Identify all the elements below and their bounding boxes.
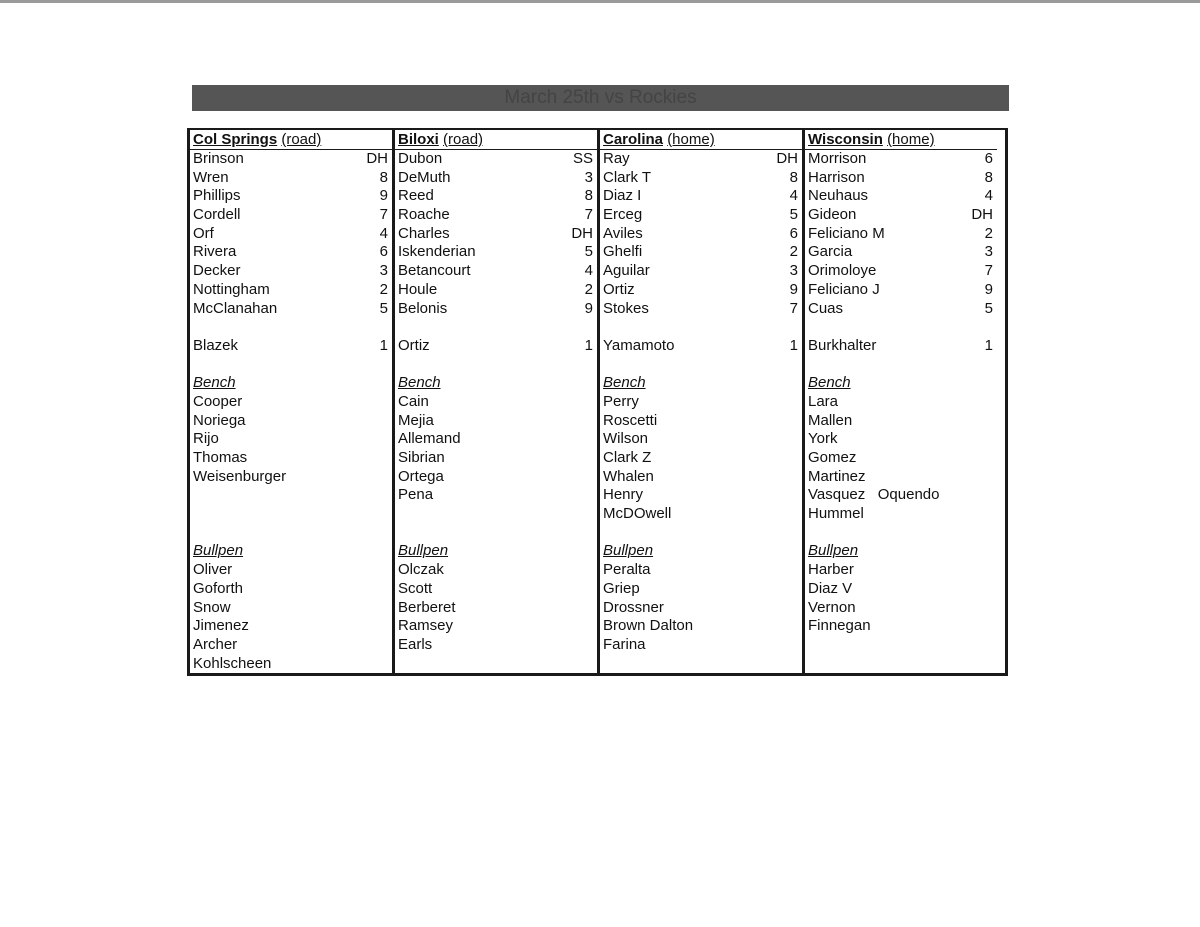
bullpen-pitcher: Ramsey xyxy=(398,617,454,635)
bullpen-label: Bullpen xyxy=(398,542,449,560)
player-name: Belonis xyxy=(398,299,448,317)
lineup-row xyxy=(193,187,388,206)
team-column xyxy=(190,130,395,673)
player-name: Gideon xyxy=(808,206,857,224)
spacer xyxy=(398,356,593,375)
bench-label: Bench xyxy=(398,374,441,392)
player-position: 6 xyxy=(379,243,388,261)
title-bar xyxy=(192,85,1009,111)
lineup-row xyxy=(193,262,388,281)
team-header xyxy=(395,130,597,150)
starting-pitcher-row xyxy=(603,337,798,356)
lineup-row xyxy=(603,262,798,281)
player-position: 5 xyxy=(584,243,593,261)
team-column xyxy=(395,130,600,673)
team-header xyxy=(805,130,997,150)
lineup-row xyxy=(808,169,993,188)
bullpen-label: Bullpen xyxy=(603,542,654,560)
player-position: 4 xyxy=(379,224,388,242)
lineup-row xyxy=(193,206,388,225)
player-position: 7 xyxy=(584,206,593,224)
lineup-row xyxy=(193,243,388,262)
bench-player: Rijo xyxy=(193,430,219,448)
lineup-row xyxy=(398,206,593,225)
player-name: Clark T xyxy=(603,168,652,186)
bench-player: Allemand xyxy=(398,430,461,448)
player-name: Harrison xyxy=(808,168,865,186)
player-position: 9 xyxy=(584,299,593,317)
spacer xyxy=(808,524,993,543)
lineup-row xyxy=(398,281,593,300)
team-header xyxy=(190,130,392,150)
bench-label: Bench xyxy=(808,374,851,392)
player-position: 4 xyxy=(789,187,798,205)
lineup-row xyxy=(808,262,993,281)
bench-player: McDOwell xyxy=(603,505,672,523)
lineup-row xyxy=(398,300,593,319)
player-name: Charles xyxy=(398,224,450,242)
pitcher-name: Blazek xyxy=(193,336,239,354)
bench-player: York xyxy=(808,430,838,448)
player-name: Orimoloye xyxy=(808,262,877,280)
lineup-row xyxy=(603,281,798,300)
lineup-row xyxy=(603,206,798,225)
player-position: 5 xyxy=(984,299,993,317)
bullpen-pitcher: Harber xyxy=(808,561,854,579)
player-position: 3 xyxy=(984,243,993,261)
team-column xyxy=(805,130,1005,673)
player-name: Cordell xyxy=(193,206,241,224)
bullpen-label: Bullpen xyxy=(193,542,244,560)
team-name: Wisconsin xyxy=(808,131,883,148)
player-name: Garcia xyxy=(808,243,853,261)
spacer xyxy=(603,356,798,375)
bench-player: Gomez xyxy=(808,449,857,466)
team-name: Col Springs xyxy=(193,131,278,148)
lineup-row xyxy=(808,300,993,319)
pitcher-name: Burkhalter xyxy=(808,336,877,354)
spacer xyxy=(193,486,388,505)
bullpen-pitcher: Peralta xyxy=(603,561,651,579)
pitcher-position: 1 xyxy=(789,336,798,354)
player-name: Ray xyxy=(603,150,630,167)
lineup-row xyxy=(193,169,388,188)
player-name: Feliciano M xyxy=(808,224,885,242)
lineup-row xyxy=(193,225,388,244)
player-position: 3 xyxy=(379,262,388,280)
spacer xyxy=(193,524,388,543)
bench-player: Wilson xyxy=(603,430,649,448)
player-name: Roache xyxy=(398,206,450,224)
bullpen-pitcher: Jimenez xyxy=(193,617,249,635)
player-position: 3 xyxy=(584,168,593,186)
bullpen-pitcher: Earls xyxy=(398,635,433,653)
bullpen-pitcher: Archer xyxy=(193,635,238,653)
pitcher-position: 1 xyxy=(584,336,593,354)
player-name: Diaz I xyxy=(603,187,642,205)
bullpen-pitcher: Goforth xyxy=(193,579,244,597)
lineup-row xyxy=(603,243,798,262)
player-name: Dubon xyxy=(398,150,443,167)
team-location: (home) xyxy=(887,131,935,148)
bench-player: Whalen xyxy=(603,467,654,485)
player-name: Aviles xyxy=(603,224,643,242)
bullpen-pitcher: Scott xyxy=(398,579,433,597)
bench-player: Pena xyxy=(398,486,434,504)
bench-player: Cain xyxy=(398,392,429,410)
bench-player: Hummel xyxy=(808,505,864,523)
bullpen-pitcher: Berberet xyxy=(398,598,456,616)
team-location: (home) xyxy=(667,131,715,148)
player-position: SS xyxy=(572,150,593,167)
pitcher-name: Ortiz xyxy=(398,336,430,354)
bench-player: Henry xyxy=(603,486,644,504)
player-position: 9 xyxy=(379,187,388,205)
starting-pitcher-row xyxy=(193,337,388,356)
player-name: Wren xyxy=(193,168,229,186)
player-position: 2 xyxy=(584,280,593,298)
player-position: 8 xyxy=(984,168,993,186)
player-position: 2 xyxy=(789,243,798,261)
lineup-row xyxy=(398,225,593,244)
player-position: 2 xyxy=(379,280,388,298)
player-name: Betancourt xyxy=(398,262,471,280)
player-position: DH xyxy=(366,150,388,167)
lineup-row xyxy=(603,187,798,206)
spacer xyxy=(603,318,798,337)
player-position: 6 xyxy=(984,150,993,167)
player-name: Reed xyxy=(398,187,434,205)
player-position: DH xyxy=(776,150,798,167)
player-position: 4 xyxy=(984,187,993,205)
pitcher-name: Yamamoto xyxy=(603,336,675,354)
player-name: Stokes xyxy=(603,299,649,317)
player-position: 6 xyxy=(789,224,798,242)
bullpen-pitcher: Farina xyxy=(603,635,646,653)
bullpen-pitcher: Brown Dalton xyxy=(603,617,694,635)
bullpen-pitcher: Finnegan xyxy=(808,617,871,635)
team-location: (road) xyxy=(443,131,484,148)
spacer xyxy=(398,524,593,543)
bench-player: Mallen xyxy=(808,411,853,429)
lineup-row xyxy=(603,300,798,319)
player-position: 7 xyxy=(984,262,993,280)
bullpen-pitcher: Diaz V xyxy=(808,579,853,597)
lineup-row xyxy=(193,300,388,319)
lineup-row xyxy=(603,169,798,188)
page-title: March 25th vs Rockies xyxy=(504,87,697,108)
lineup-row xyxy=(398,187,593,206)
pitcher-position: 1 xyxy=(984,336,993,354)
player-position: 8 xyxy=(584,187,593,205)
player-name: Erceg xyxy=(603,206,643,224)
lineup-table xyxy=(187,128,1008,676)
player-name: Morrison xyxy=(808,150,867,167)
player-position: 5 xyxy=(789,206,798,224)
bullpen-pitcher: Olczak xyxy=(398,561,444,579)
bench-player: Perry xyxy=(603,392,639,410)
player-name: Nottingham xyxy=(193,280,270,298)
bench-label: Bench xyxy=(193,374,236,392)
spacer xyxy=(808,356,993,375)
player-position: 5 xyxy=(379,299,388,317)
starting-pitcher-row xyxy=(808,337,993,356)
player-name: McClanahan xyxy=(193,299,278,317)
player-position: 7 xyxy=(789,299,798,317)
bench-player: Ortega xyxy=(398,467,444,485)
team-location: (road) xyxy=(281,131,322,148)
bench-player: Thomas xyxy=(193,449,248,466)
team-header xyxy=(600,130,802,150)
player-name: Aguilar xyxy=(603,262,650,280)
player-name: Iskenderian xyxy=(398,243,476,261)
lineup-row xyxy=(808,243,993,262)
player-position: 2 xyxy=(984,224,993,242)
lineup-row xyxy=(398,169,593,188)
team-name: Biloxi xyxy=(398,131,439,148)
bench-player: Martinez xyxy=(808,467,866,485)
player-position: 4 xyxy=(584,262,593,280)
spacer xyxy=(398,318,593,337)
player-name: Cuas xyxy=(808,299,844,317)
bench-player: Weisenburger xyxy=(193,467,287,485)
player-name: Ortiz xyxy=(603,280,635,298)
lineup-row xyxy=(808,225,993,244)
lineup-row xyxy=(808,206,993,225)
starting-pitcher-row xyxy=(398,337,593,356)
lineup-row xyxy=(398,150,593,169)
bullpen-pitcher: Snow xyxy=(193,598,231,616)
lineup-row xyxy=(808,281,993,300)
player-name: DeMuth xyxy=(398,168,451,186)
bullpen-label: Bullpen xyxy=(808,542,859,560)
spacer xyxy=(398,505,593,524)
player-name: Feliciano J xyxy=(808,280,880,298)
player-name: Orf xyxy=(193,224,214,242)
player-name: Ghelfi xyxy=(603,243,643,261)
lineup-row xyxy=(193,281,388,300)
spacer xyxy=(808,318,993,337)
bullpen-pitcher: Kohlscheen xyxy=(193,654,272,672)
player-name: Houle xyxy=(398,280,438,298)
bench-player: Clark Z xyxy=(603,449,652,466)
lineup-row xyxy=(398,243,593,262)
bench-player: Roscetti xyxy=(603,411,658,429)
player-name: Phillips xyxy=(193,187,241,205)
player-position: 7 xyxy=(379,206,388,224)
lineup-row xyxy=(398,262,593,281)
team-column xyxy=(600,130,805,673)
bullpen-pitcher: Vernon xyxy=(808,598,856,616)
bench-player: Cooper xyxy=(193,392,243,410)
spacer xyxy=(193,318,388,337)
lineup-row xyxy=(808,187,993,206)
player-position: 8 xyxy=(379,168,388,186)
bench-player: Mejia xyxy=(398,411,434,429)
pitcher-position: 1 xyxy=(379,336,388,354)
player-position: DH xyxy=(971,206,993,224)
bench-player: Noriega xyxy=(193,411,246,429)
player-position: 9 xyxy=(984,280,993,298)
lineup-row xyxy=(808,150,993,169)
bullpen-pitcher: Oliver xyxy=(193,561,233,579)
scan-edge-line xyxy=(0,0,1200,3)
lineup-row xyxy=(193,150,388,169)
lineup-row xyxy=(603,150,798,169)
player-position: 8 xyxy=(789,168,798,186)
bench-player: Lara xyxy=(808,392,839,410)
lineup-row xyxy=(603,225,798,244)
bench-player: Vasquez Oquendo xyxy=(808,486,940,504)
team-name: Carolina xyxy=(603,131,664,148)
player-name: Neuhaus xyxy=(808,187,869,205)
bench-label: Bench xyxy=(603,374,646,392)
spacer xyxy=(193,505,388,524)
bench-player: Sibrian xyxy=(398,449,445,466)
spacer xyxy=(193,356,388,375)
bullpen-pitcher: Griep xyxy=(603,579,640,597)
player-position: 9 xyxy=(789,280,798,298)
bullpen-pitcher: Drossner xyxy=(603,598,664,616)
player-position: 3 xyxy=(789,262,798,280)
player-name: Decker xyxy=(193,262,241,280)
spacer xyxy=(603,524,798,543)
player-name: Brinson xyxy=(193,150,244,167)
player-position: DH xyxy=(571,224,593,242)
player-name: Rivera xyxy=(193,243,237,261)
